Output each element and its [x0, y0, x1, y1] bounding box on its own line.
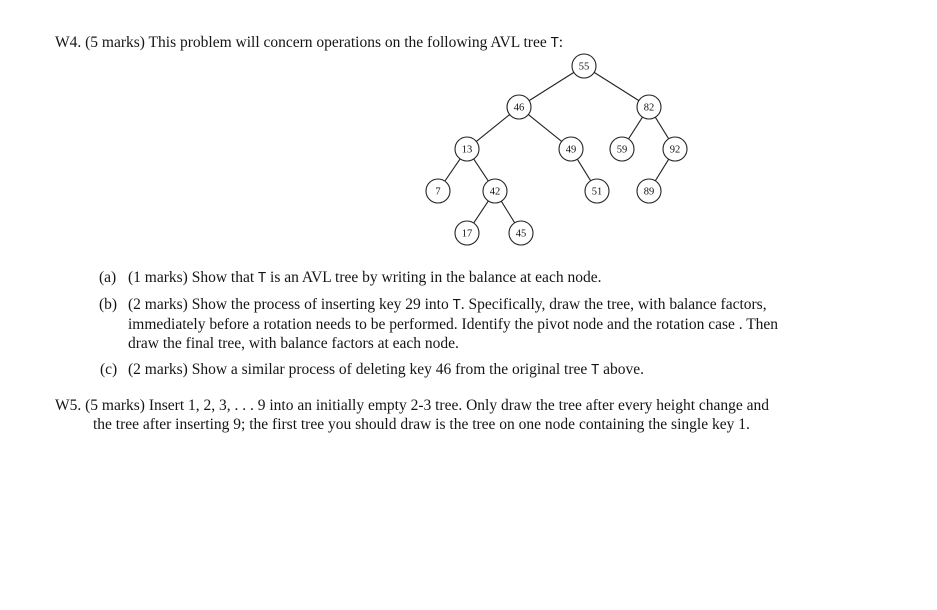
- tree-node-key: 7: [435, 186, 441, 198]
- tree-node-49: [559, 137, 583, 161]
- part-b-line-2: immediately before a rotation needs to be performed. Identify the pivot node and the rotation case . Then: [128, 316, 779, 333]
- tree-node-13: [455, 137, 479, 161]
- tree-edge-46-49: [528, 115, 561, 142]
- tree-node-45: [509, 221, 533, 245]
- part-b-line-1: [128, 295, 767, 315]
- tree-node-51: [585, 179, 609, 203]
- tree-node-key: 92: [669, 144, 681, 156]
- tree-node-key: 13: [461, 144, 473, 156]
- part-c: [100, 360, 117, 379]
- tree-node-key: 51: [591, 186, 603, 198]
- tree-node-key: 82: [643, 102, 655, 114]
- tree-nodes: [426, 54, 687, 245]
- tree-node-55: [572, 54, 596, 78]
- part-b-line-3: draw the final tree, with balance factors at each node.: [128, 335, 459, 352]
- tree-edge-46-13: [476, 115, 509, 142]
- tree-edge-92-89: [655, 159, 668, 181]
- tree-node-key: 17: [461, 228, 473, 240]
- tree-node-89: [637, 179, 661, 203]
- part-c-body: [128, 360, 644, 380]
- tree-edge-13-7: [445, 159, 460, 181]
- tree-edge-55-82: [594, 72, 639, 100]
- tree-node-92: [663, 137, 687, 161]
- w5-line-2: the tree after inserting 9; the first tree you should draw is the tree on one node containing the single key 1.: [93, 416, 750, 433]
- tree-node-46: [507, 95, 531, 119]
- tree-node-17: [455, 221, 479, 245]
- part-b-line-1-text-2: . Specifically, draw the tree, with balance factors,: [460, 296, 767, 313]
- tree-edge-42-17: [474, 201, 489, 223]
- part-c-text-1: (2 marks) Show a similar process of deleting key 46 from the original tree: [128, 361, 592, 378]
- part-a-text-1: (1 marks) Show that: [128, 269, 259, 286]
- part-a: [99, 268, 116, 287]
- part-a-code: T: [258, 270, 267, 286]
- tree-node-key: 89: [643, 186, 655, 198]
- tree-edge-49-51: [577, 159, 590, 181]
- part-c-code: T: [591, 362, 600, 378]
- part-b: [99, 295, 117, 314]
- tree-node-42: [483, 179, 507, 203]
- part-b-label: (b): [99, 296, 118, 313]
- tree-edge-55-46: [529, 72, 574, 100]
- tree-node-key: 59: [616, 144, 628, 156]
- tree-edge-42-45: [501, 201, 514, 223]
- w4-tree-name: T: [550, 35, 559, 51]
- w5-line-1: W5. (5 marks) Insert 1, 2, 3, . . . 9 into an initially empty 2-3 tree. Only draw the tree after every height change and: [55, 397, 770, 414]
- tree-node-59: [610, 137, 634, 161]
- part-b-code: T: [452, 297, 461, 313]
- tree-node-key: 42: [489, 186, 501, 198]
- tree-edge-82-59: [628, 117, 642, 139]
- w4-heading-text: W4. (5 marks) This problem will concern operations on the following AVL tree: [55, 34, 551, 51]
- tree-node-82: [637, 95, 661, 119]
- part-a-body: [128, 268, 601, 288]
- part-b-line-1-text-1: (2 marks) Show the process of inserting key 29 into: [128, 296, 453, 313]
- tree-node-key: 45: [515, 228, 527, 240]
- w4-heading-suffix: :: [558, 34, 564, 51]
- part-c-text-2: above.: [599, 361, 645, 378]
- tree-node-key: 46: [513, 102, 525, 114]
- avl-tree-diagram: [0, 0, 937, 260]
- tree-node-key: 55: [578, 61, 590, 73]
- part-c-label: (c): [100, 361, 118, 378]
- part-a-label: (a): [99, 269, 117, 286]
- tree-edge-13-42: [474, 159, 489, 181]
- tree-edge-82-92: [655, 117, 668, 139]
- part-a-text-2: is an AVL tree by writing in the balance at each node.: [266, 269, 602, 286]
- tree-node-7: [426, 179, 450, 203]
- tree-node-key: 49: [565, 144, 577, 156]
